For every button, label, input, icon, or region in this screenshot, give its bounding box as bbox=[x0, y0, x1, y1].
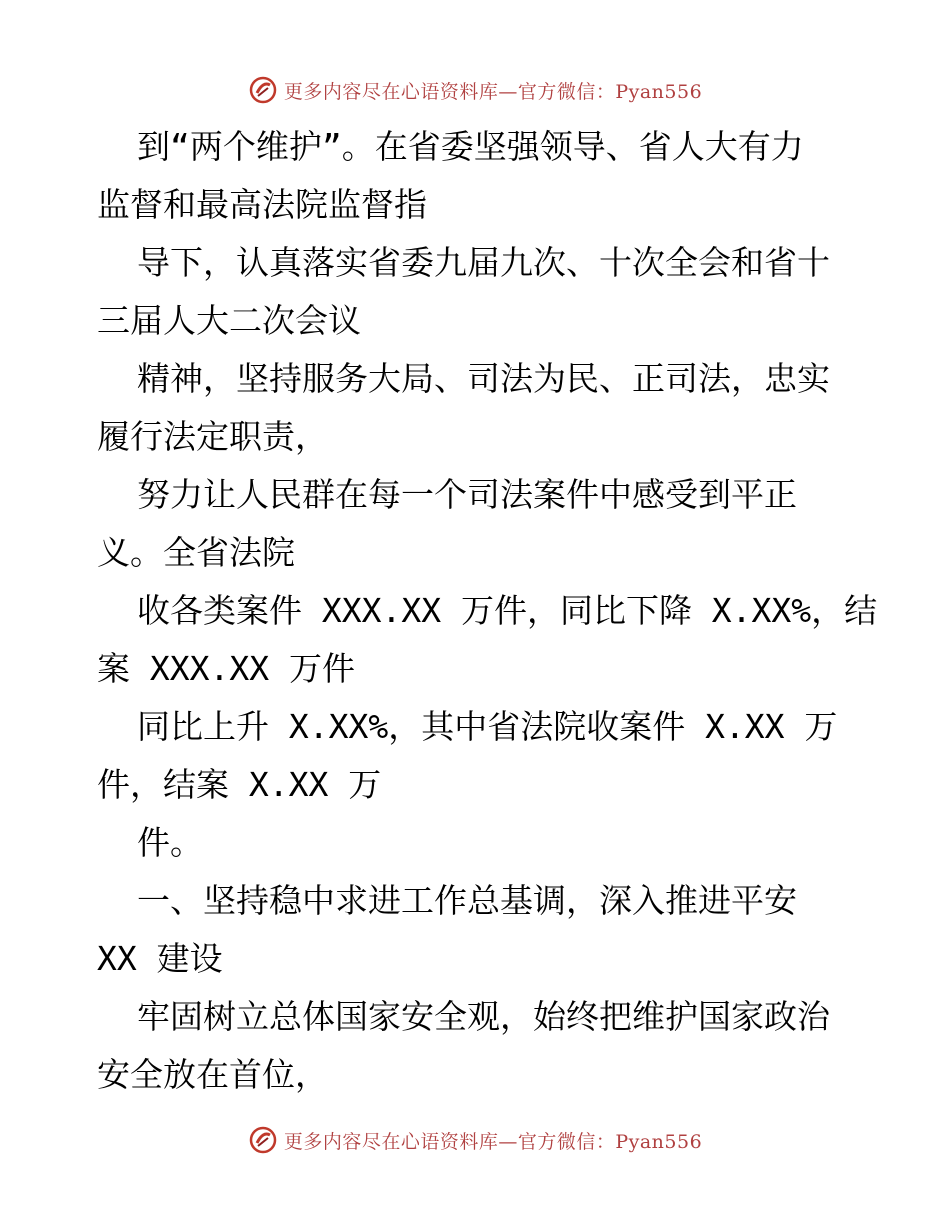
text-line: 监督和最高法院监督指 bbox=[97, 185, 427, 224]
text-line: 安全放在首位， bbox=[97, 1055, 328, 1094]
text-line: 导下，认真落实省委九届九次、十次全会和省十 bbox=[137, 243, 830, 282]
document-body bbox=[97, 118, 878, 1104]
text-line: 精神，坚持服务大局、司法为民、正司法，忠实 bbox=[137, 359, 830, 398]
text-line: 案 XXX.XX 万件 bbox=[97, 649, 355, 688]
text-line: 牢固树立总体国家安全观，始终把维护国家政治 bbox=[137, 997, 830, 1036]
text-line: 义。全省法院 bbox=[97, 533, 295, 572]
header-watermark bbox=[0, 70, 950, 110]
text-line: 到“两个维护”。在省委坚强领导、省人大有力 bbox=[137, 127, 804, 166]
text-line: 三届人大二次会议 bbox=[97, 301, 361, 340]
text-line: 履行法定职责， bbox=[97, 417, 328, 456]
text-line: XX 建设 bbox=[97, 939, 223, 978]
stamp-logo-icon bbox=[248, 75, 278, 105]
text-line: 件。 bbox=[137, 823, 203, 862]
text-line: 一、坚持稳中求进工作总基调，深入推进平安 bbox=[137, 881, 797, 920]
stamp-logo-icon bbox=[248, 1125, 278, 1155]
watermark-text: 更多内容尽在心语资料库—官方微信：Pyan556 bbox=[283, 1130, 703, 1153]
footer-watermark bbox=[0, 1120, 950, 1160]
text-line: 努力让人民群在每一个司法案件中感受到平正 bbox=[137, 475, 797, 514]
watermark-text: 更多内容尽在心语资料库—官方微信：Pyan556 bbox=[283, 80, 703, 103]
text-line: 同比上升 X.XX%，其中省法院收案件 X.XX 万 bbox=[137, 707, 838, 746]
text-line: 收各类案件 XXX.XX 万件，同比下降 X.XX%，结 bbox=[137, 591, 878, 630]
text-line: 件，结案 X.XX 万 bbox=[97, 765, 382, 804]
